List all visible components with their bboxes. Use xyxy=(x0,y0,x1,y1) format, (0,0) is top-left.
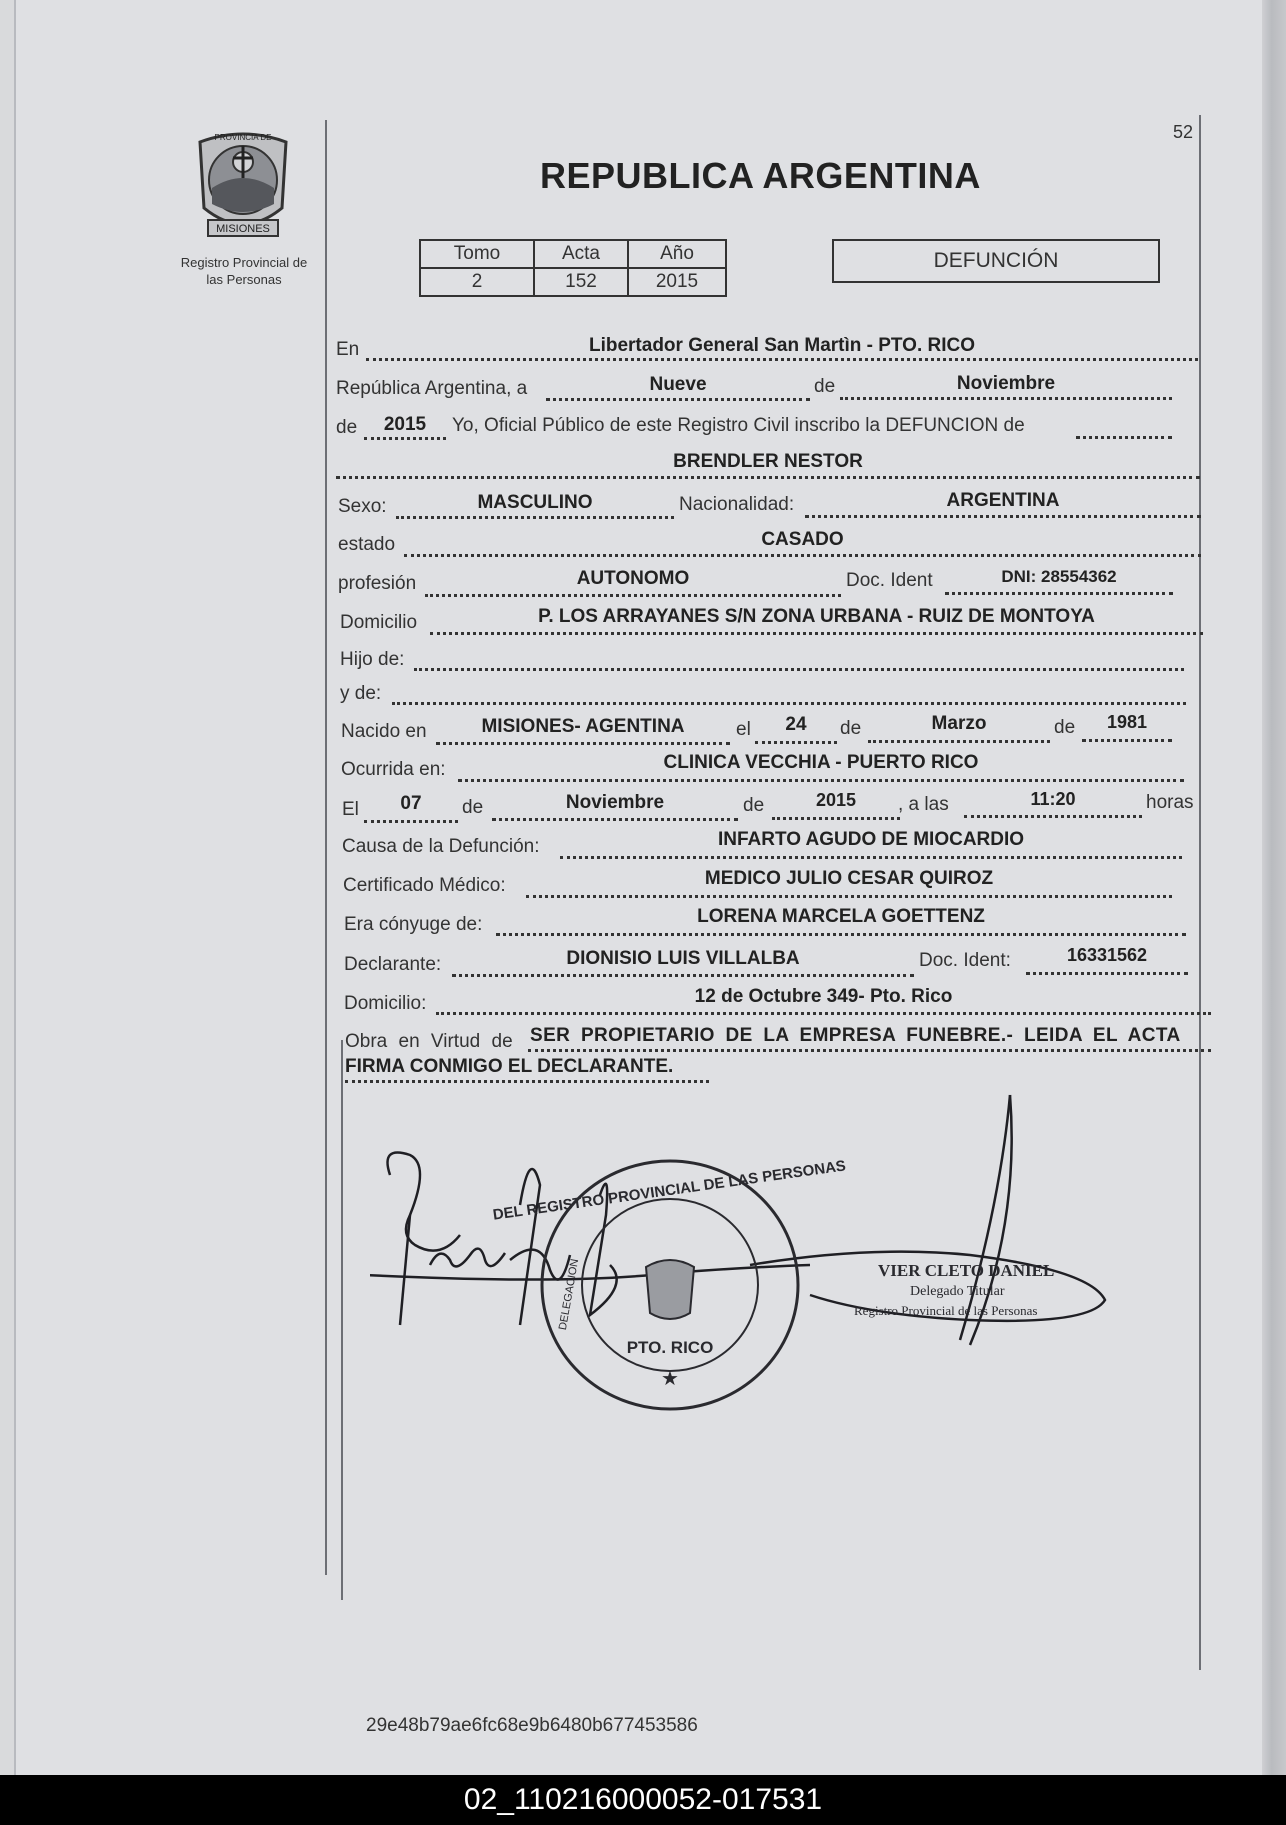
causa-value: INFARTO AGUDO DE MIOCARDIO xyxy=(717,829,1025,850)
header-anio: Año xyxy=(628,240,726,268)
de2-label: de xyxy=(336,417,358,438)
seal-ring-top: DEL REGISTRO PROVINCIAL DE LAS PERSONAS xyxy=(491,1157,847,1224)
def-mes: Noviembre xyxy=(565,792,665,813)
def-dia: 07 xyxy=(400,793,422,814)
nac-dia-line xyxy=(755,741,837,744)
officer-name: VIER CLETO DANIEL xyxy=(878,1261,1055,1280)
estado-value: CASADO xyxy=(761,529,844,550)
obra-line-2 xyxy=(345,1080,709,1083)
nac-anio-line xyxy=(1082,739,1172,742)
anio-value: 2015 xyxy=(383,414,427,435)
value-tomo: 2 xyxy=(420,268,534,296)
hijo-line xyxy=(414,668,1184,671)
def-dia-line xyxy=(364,820,458,823)
page-edge xyxy=(1262,0,1286,1775)
registry-caption-line1: Registro Provincial de xyxy=(180,255,308,270)
deceased-name: BRENDLER NESTOR xyxy=(673,451,863,472)
docident-label: Doc. Ident xyxy=(846,570,933,591)
en-label: En xyxy=(336,339,360,360)
el2-label: El xyxy=(342,799,359,820)
docident2-label: Doc. Ident: xyxy=(919,950,1011,971)
province-emblem-icon xyxy=(190,128,296,240)
nacido-label: Nacido en xyxy=(341,721,427,742)
docident2-line xyxy=(1026,972,1188,975)
svg-text:PROVINCIA DE: PROVINCIA DE xyxy=(214,133,272,142)
svg-text:★: ★ xyxy=(661,1368,679,1390)
declarante-value: DIONISIO LUIS VILLALBA xyxy=(566,948,800,969)
nacionalidad-line xyxy=(805,515,1201,518)
de4-label: de xyxy=(1054,717,1076,738)
officer-office: Registro Provincial de las Personas xyxy=(854,1303,1038,1318)
dia-line xyxy=(546,398,810,401)
ocurrida-label: Ocurrida en: xyxy=(341,759,446,780)
de3-label: de xyxy=(840,718,862,739)
de6-label: de xyxy=(743,795,765,816)
nac-mes-line xyxy=(868,740,1050,743)
conyuge-value: LORENA MARCELA GOETTENZ xyxy=(697,906,985,927)
seal-ring-left: DELEGACION xyxy=(556,1257,582,1332)
domicilio2-value: 12 de Octubre 349- Pto. Rico xyxy=(694,986,953,1007)
domicilio-line xyxy=(430,632,1203,635)
nac-mes: Marzo xyxy=(931,713,987,734)
declarante-line xyxy=(452,974,914,977)
profesion-label: profesión xyxy=(338,573,417,594)
sexo-value: MASCULINO xyxy=(477,492,593,513)
estado-label: estado xyxy=(338,534,396,555)
header-acta: Acta xyxy=(534,240,628,268)
nacido-line xyxy=(436,742,730,745)
def-anio-line xyxy=(772,817,900,820)
footer-id-bar: 02_110216000052-017531 xyxy=(0,1775,1286,1825)
page-number: 52 xyxy=(1173,122,1194,142)
mes-line xyxy=(840,397,1172,400)
certificado-value: MEDICO JULIO CESAR QUIROZ xyxy=(704,868,994,889)
header-tomo: Tomo xyxy=(420,240,534,268)
domicilio-value: P. LOS ARRAYANES S/N ZONA URBANA - RUIZ DE MONTOYA xyxy=(538,606,1095,627)
docident2-value: 16331562 xyxy=(1066,945,1148,965)
causa-label: Causa de la Defunción: xyxy=(342,836,540,857)
officer-role: Delegado Titular xyxy=(910,1284,1005,1299)
seal-ring-bottom: PTO. RICO xyxy=(626,1338,714,1357)
yde-line xyxy=(392,702,1186,705)
de-label: de xyxy=(814,376,836,397)
nacionalidad-label: Nacionalidad: xyxy=(679,494,795,515)
de5-label: de xyxy=(462,797,484,818)
nac-anio: 1981 xyxy=(1106,712,1148,732)
nac-dia: 24 xyxy=(785,714,807,735)
horas-label: horas xyxy=(1146,792,1194,813)
obra-label: Obra en Virtud de xyxy=(345,1031,513,1052)
registry-caption-line2: las Personas xyxy=(206,272,282,287)
registry-caption xyxy=(166,254,322,288)
hijo-label: Hijo de: xyxy=(340,649,405,670)
alas-label: , a las xyxy=(898,794,949,815)
certificado-label: Certificado Médico: xyxy=(343,875,506,896)
obra-line-1 xyxy=(528,1049,1211,1052)
mes-value: Noviembre xyxy=(956,373,1056,394)
obra-value-line2: FIRMA CONMIGO EL DECLARANTE. xyxy=(345,1056,674,1077)
def-hora-line xyxy=(964,815,1142,818)
def-hora: 11:20 xyxy=(1030,789,1076,809)
sexo-label: Sexo: xyxy=(338,496,387,517)
causa-line xyxy=(560,856,1182,859)
value-anio: 2015 xyxy=(628,268,726,296)
docident-line xyxy=(945,592,1173,595)
domicilio2-label: Domicilio: xyxy=(344,993,427,1014)
ocurrida-value: CLINICA VECCHIA - PUERTO RICO xyxy=(663,752,979,773)
ocurrida-line xyxy=(458,779,1184,782)
def-anio: 2015 xyxy=(815,790,857,810)
left-rule xyxy=(325,120,327,1575)
dia-value: Nueve xyxy=(649,374,707,395)
anio-line xyxy=(364,437,446,440)
nacionalidad-value: ARGENTINA xyxy=(946,490,1060,511)
right-rule xyxy=(1199,115,1201,1670)
def-mes-line xyxy=(492,818,738,821)
yo-text: Yo, Oficial Público de este Registro Civil inscribo la DEFUNCION de xyxy=(452,415,1025,436)
svg-text:MISIONES: MISIONES xyxy=(216,223,270,235)
domicilio-label: Domicilio xyxy=(340,612,418,633)
name-line xyxy=(336,476,1200,479)
profesion-value: AUTONOMO xyxy=(576,568,690,589)
value-acta: 152 xyxy=(534,268,628,296)
registry-table xyxy=(419,239,727,297)
conyuge-line xyxy=(496,933,1186,936)
sexo-line xyxy=(396,516,674,519)
inner-left-rule xyxy=(341,1040,343,1600)
act-type-box: DEFUNCIÓN xyxy=(832,239,1160,283)
document-hash: 29e48b79ae6fc68e9b6480b677453586 xyxy=(366,1715,698,1736)
certificado-line xyxy=(526,895,1172,898)
en-line xyxy=(366,358,1198,361)
signature-area xyxy=(370,1085,1130,1425)
conyuge-label: Era cónyuge de: xyxy=(344,914,483,935)
estado-line xyxy=(404,554,1201,557)
en-value: Libertador General San Martìn - PTO. RICO xyxy=(588,335,976,356)
domicilio2-line xyxy=(436,1012,1211,1015)
document-title: REPUBLICA ARGENTINA xyxy=(540,155,981,196)
obra-value-line1: SER PROPIETARIO DE LA EMPRESA FUNEBRE.- LEIDA EL ACTA xyxy=(530,1025,1181,1046)
nacido-value: MISIONES- AGENTINA xyxy=(481,716,685,737)
yo-line xyxy=(1076,436,1172,439)
yde-label: y de: xyxy=(340,683,382,704)
profesion-line xyxy=(425,594,841,597)
republica-label: República Argentina, a xyxy=(336,378,528,399)
el-label: el xyxy=(736,719,751,740)
docident-value: DNI: 28554362 xyxy=(1001,567,1117,586)
declarante-label: Declarante: xyxy=(344,954,442,975)
